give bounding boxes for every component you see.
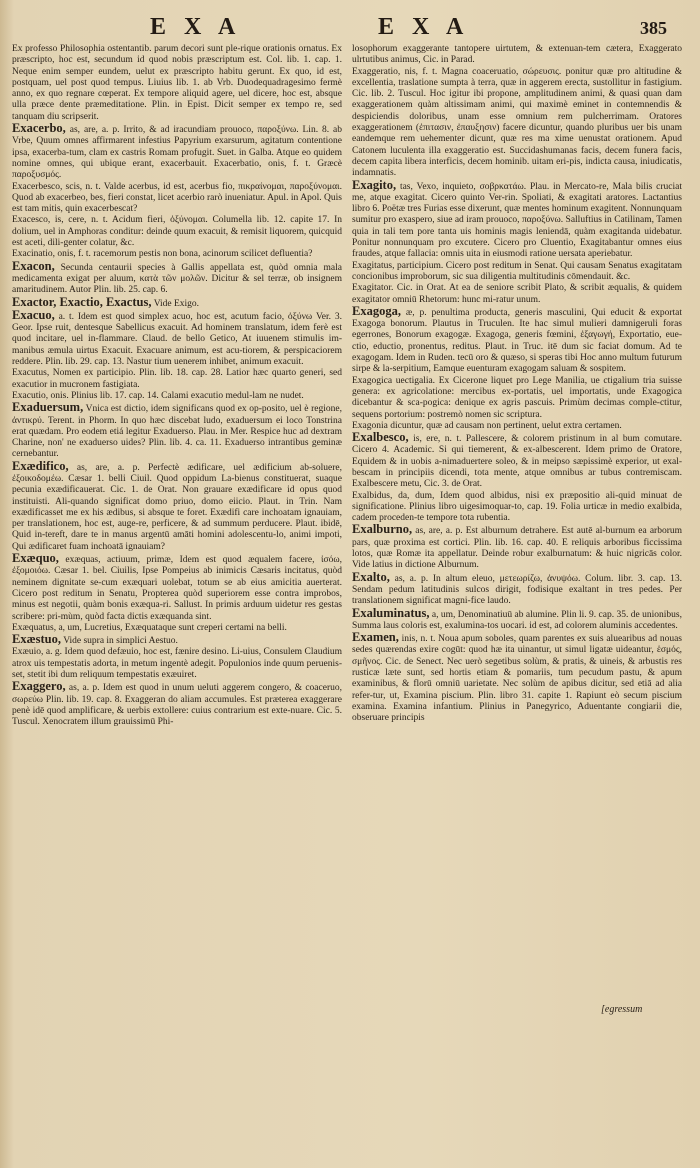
page-number: 385 <box>640 18 667 38</box>
entry-text: Exæquatus, a, um, Lucretius, Exæquataque sunt creperi certami na belli. <box>12 622 287 633</box>
entry-text: is, ere, n. t. Pallescere, & colorem pristinum in al bum comutare. Cicero 4. Academic. Si qui tiemerent, & ex-albescerent. Idem primo de Oratore, Equidem & in uobis a-nimaduertere soleo, & in meipso sæpissimè experior, ut exal-bescam in principiis dicendi, tota mente, atque omnibus ar tubus contremiscam. Exalbescere metu, Cic. 3. de Orat. <box>352 434 682 490</box>
dictionary-entry <box>352 67 682 180</box>
entry-text: Secunda centaurii species à Gallis appellata est, quòd omnia mala medicamenta exigat per aluum, κατὰ τῶν μολῶν. Dicitur & sel terræ, ob insignem amaritudinem. Autor Plin. lib. 25. cap. 6. <box>12 262 343 296</box>
entry-text: as, are, a. p. Est alburnum detrahere. Est autē al-burnum ea arborum pars, quæ proxima est cortici. Plin. lib. 16. cap. 40. E reliquis arboribus ficcissima lotos, quæ Romæ ita appellatur. Deinde robur exalburnatum: & huic nigricās color. Vide latius in dictione Alburnum. <box>352 526 683 571</box>
dictionary-entry <box>12 647 342 681</box>
dictionary-entry <box>352 432 682 490</box>
entry-headword: Exalbesco, <box>352 430 409 445</box>
dictionary-entry <box>12 44 342 123</box>
entry-text: exæquas, actiuum, primæ, Idem est quod æqualem facere, ἰσόω, ἐξομοιόω. Cæsar 1. bel. Ciuilis, Ipse Pompeius ab inimicis Cæsaris incitatus, quòd neminem dignitate se-cum exæquari uolebat, totum se ab eius amicitia auerterat. Cicero post reditum in Senatu, Propterea quòd superiorem esse contra improbos, minus est negotii, quàm bonis exæqua-ri. Sallust. In primis arduum uidetur res gestas scribere: pri-mùm, quòd facta dictis exæquanda sint. <box>12 555 343 622</box>
dictionary-entry <box>352 376 682 421</box>
dictionary-entry <box>352 632 682 724</box>
entry-headword: Exacuo, <box>12 307 55 322</box>
entry-headword: Exaggero, <box>12 679 66 694</box>
dictionary-entry <box>352 303 682 376</box>
entry-text: Exagonia dicuntur, quæ ad causam non pertinent, uelut extra certamen. <box>352 420 622 431</box>
entry-text: Vide supra in simplici Aestuo. <box>63 636 178 647</box>
dictionary-entry <box>12 634 342 647</box>
entry-text: a. t. Idem est quod simplex acuo, hoc est, acutum facio, ὀξύνω Ver. 3. Geor. Ipse ruit, dentesque Sabellicus exacuit. Ad hominem translatum, idem ferè est quod incitare, uel in-flammare. Claud. de bello Getico, At iuuenem stimulis im-manibus æmula uirtus Exacuit. Exacuare animum, est acu-tiorem, & perspicaciorem reddere. Plin. lib. 29. cap. 13. Nastur tium uenerem inhibet, animum exacuit. <box>12 311 343 368</box>
dictionary-entry <box>352 524 682 571</box>
dictionary-entry <box>12 123 342 181</box>
entry-text: Vnica est dictio, idem significans quod ex op-posito, uel è regione, ἀντικρύ. Terent. in Phorm. In quo hæc discebat ludo, exaduersum ei loco Tonstrina erat quædam. Pro eodem etiá legitur Exaduerso. Plau. in Mer. Respice huc ad dextram Charine, non' ne exaduerso uides? Plin. lib. 4. ca. 11. Exaduerso intrantibus geminæ cernebantur. <box>12 404 342 460</box>
entry-headword: Exagito, <box>352 177 397 192</box>
entry-headword: Exaduersum, <box>12 400 84 415</box>
entry-text: Exagogica uectigalia. Ex Cicerone liquet pro Lege Manilia, ue ctigalium tria suisse genera: ex agricolatione: mercibus ex-portatis, uel importatis, unde Exagogica dicebantur & sca-pogica: denique ex agris pascuis. Primùm decimas comple-ctitur, sequens portorium: postremò nomen sic scriptura. <box>352 375 682 420</box>
dictionary-entry <box>12 307 343 368</box>
entry-text: losophorum exaggerante tantopere uirtutem, & extenuan-tem cætera, Exaggerato ulrtutibus animus, Cic. in Parad. <box>352 44 682 66</box>
dictionary-entry <box>352 44 682 67</box>
entry-text: inis, n. t. Noua apum soboles, quam parentes ex suis aluearibus ad nouas sedes quærendas exire cogūt: quod hæ ita uinantur, ut simul ligatæ uideantur, ἑσμός, σμῆνος. Cic. de Senect. Nec uerò segetibus solùm, & pratis, & uineis, & arbustis res rusticæ læte sunt, sed hortis etiam & pomariis, tum pecudum pastu, & apum examinibus, & florū omniū uarietate. Nec solùm de apibus dicitur, sed etiā ad alia refer-tur, ut, Examina piscium. Plin. libro 31. capite 1. Rapiunt eò secum piscium examina. Examina infantium. Plinius in Panegyrico, Aduentante congiarii die, obseruare principis <box>352 634 682 724</box>
entry-headword: Exalburno, <box>352 522 413 537</box>
dictionary-entry <box>12 294 342 310</box>
entry-text: Exagitator. Cic. in Orat. At ea de seniore scribit Plato, & scribit æqualis, & quidem exagitator omniū Rhetorum: hunc mi-ratur unum. <box>352 283 682 305</box>
entry-text: as, are, a. p. Perfectè ædificare, uel ædificium ab-soluere, ἐξοικοδομέω. Cæsar 1. belli Ciuil. Quod oppidum La-bienus constituerat, suaque pecunia exædificauerat. Cic. 1. de Orat. Non grauare exædificare id opus quod instituisti. Ali-quando significat domo priuo, domo eiicio. Plaut. in Trin. Nam exædificasset me ex his ædibus, si absque te foret. Exædifi care inchoatam ignauiam, per translationem, hoc est, auge-re, perficere, & ad summum perducere. Plaut. ibidē, Quid in-tereft, dare te in manus argentū amāti homini adolescentu-lo, animi impoti, Qui ædificaret fuam inchoatā ignauiam? <box>12 462 342 552</box>
dictionary-entry <box>12 215 342 249</box>
entry-text: Exæuio, a. g. Idem quod defæuio, hoc est, fænire desino. Li-uius, Consulem Claudium atrox uis tempestatis adorta, in metum ingentè adegit. Populonios inde quum peruenis-set, stetit ibi dum reliquum tempestatis exæuiret. <box>12 647 342 681</box>
entry-headword: Exædifico, <box>12 458 69 473</box>
dictionary-entry <box>12 182 342 216</box>
entry-headword: Exactor, Exactio, Exactus, <box>12 294 152 309</box>
entry-text: Exalbidus, da, dum, Idem quod albidus, nisi ex præpositio ali-quid minuat de significatione. Plinius libro uigesimoquar-to, cap. 19. Folia urticæ in medio exalbida, cadem proceden-te tempore tota rubentia. <box>352 490 682 524</box>
dictionary-entry <box>12 553 342 623</box>
dictionary-entry <box>352 491 682 525</box>
running-head-left: E X A <box>150 14 242 40</box>
dictionary-entry <box>12 458 342 553</box>
entry-headword: Exacerbo, <box>12 121 66 136</box>
dictionary-entry <box>352 283 682 306</box>
entry-text: tas, Vexo, inquieto, σοβρκατάω. Plau. in Mercato-re, Mala bilis cruciat me, atque exagitat. Cicero quinto Ver-rin. Spoliati, & exagitati aratores. Lactantius libro 6. Poëtæ tres Furias esse dixerunt, quæ mentes hominum exagitent. Nonnunquam sumitur pro exaspero, siue ad iram prouoco, παροξύνω. Salluftius in Catilinam, Tamen quia in tali tem pore tanta uis hominis magis leniendā, quàm exagitanda uidebatur. Ponitur nonnunquam pro excutere. Cicero pro Cluentio, Exagitabantur omnes eius fraudes, atque fallacia: omnis uita in eiusmodi ratione uersata aperiebatur. <box>352 181 682 260</box>
entry-headword: Exalto, <box>352 569 390 584</box>
entry-headword: Exacon, <box>12 258 55 273</box>
dictionary-entry <box>12 368 342 391</box>
dictionary-entry <box>12 681 342 728</box>
entry-text: æ, p. penultima producta, generis masculini, Qui educit & exportat Exagoga bonorum. Plautus in Truculen. Ite hac simul mulieri damnigeruli foras egerrones, Bonorum exagogæ. Exagoga, generis fœmini, ἐξαγωγή, Exportatio, eue-ctio, eductio, pronentus, reditus. Plaut. in Truc. itē dum sic faciat domum. Ad te exagogam. Idem in Ruden. tecū oro & quæso, si speras tibi Hoc anno multum futurum sirpe & la-serpitium, Eamque euenturam exagogam saluam & sospitem. <box>352 307 682 375</box>
dictionary-entry <box>352 261 682 284</box>
entry-text: Exacutio, onis. Plinius lib. 17. cap. 14. Calami exacutio medul-lam ne nudet. <box>12 390 304 401</box>
entry-text: Exacutus, Nomen ex participio. Plin. lib. 18. cap. 28. Latior hæc quarto generi, sed exacutior in mucronem fastigiata. <box>12 368 342 390</box>
entry-text: a, um, Denominatiuū ab alumine. Plin li. 9. cap. 35. de unionibus, Summa laus coloris est, exalumina-tos uocari. id est, ad colorem aluminis accedentes. <box>352 609 682 631</box>
entry-text: Exacinatio, onis, f. t. racemorum pestis non bona, acinorum scilicet defluentia? <box>12 249 313 260</box>
entry-headword: Exæstuo, <box>12 632 61 647</box>
dictionary-entry <box>12 249 342 260</box>
entry-text: as, a. p. In altum eleuo, μετεωρίζω, ἀνυψόω. Colum. libr. 3. cap. 13. Sendam pedum latitudinis sulcos dirigit, fodisique exaltant in tres pedes. Per translationem significat magni-fice laudo. <box>352 573 682 607</box>
dictionary-entry <box>12 402 342 460</box>
entry-text: Vide Exigo. <box>153 298 200 309</box>
entry-text: Exaggeratio, nis, f. t. Magna coaceruatio, σώρευσις. ponitur quæ pro altitudine & excellentia, traslatione sumpta à terra, quæ in aggerem erecta, sustollitur in fastigium. Cic. lib. 2. Tuscul. Hoc igitur ibi propone, amplitudinem animi, & quasi quan dam exaggerationem quàm altissimam animi, qui maximè eminet in contemnendis & despiciendis doloribus, unam esse omnium rem pulcherrimam. Oratores exaggerationem (ἐπιτασιν, ἐπαυξησιν) facere dicuntur, quando pluribus uer bis unam eandemque rem uehementer dicunt, quæ res ma xime uenustat orationem. Apud Catonem luculenta illa exaggeratio est. Succidashumanas facis, decem funera facis, decem capita libera interficis, decem hominib. uitam eri-pis, indicta causa, iniudicatis, indamnatis. <box>352 66 682 179</box>
dictionary-entry <box>12 623 342 634</box>
dictionary-entry <box>12 258 343 297</box>
entry-text: Exacesco, is, cere, n. t. Acidum fieri, ὀξύνομαι. Columella lib. 12. capite 17. In dolium, uel in Amphoras conditur: deinde quum exacuit, & remisit liquorem, quicquid est aceti, dili-genter colatur, &c. <box>12 215 342 249</box>
entry-headword: Examen, <box>352 630 399 645</box>
catchword: [egressum <box>601 1004 643 1015</box>
entry-headword: Exagoga, <box>352 303 401 318</box>
entry-headword: Exaluminatus, <box>352 605 430 620</box>
dictionary-entry <box>352 605 682 633</box>
entry-headword: Exæquo, <box>12 551 59 566</box>
entry-text: Ex professo Philosophia ostentantib. parum decori sunt ple-rique orationis ornatus. Ex præscripto, hoc est, secundum id quod nobis præscriptum est. Col. lib. 1. cap. 1. Neque enim semper eundem, uelut ex præscripto habitu gerunt. Ex quo, id est, postquam, uel post quod tempus. Liuius lib. 1. ab Vrb. Duodequadragesimo fermè anno, ex quo regnare cœperat. Ex tempore aliquid agere, uel dicere, hoc est, absque ulla præce dente præmeditatione. Plin. in Epist. Dicit semper ex tempo re, sed tanquam diu scripserit. <box>12 44 342 122</box>
entry-text: as, are, a. p. Irrito, & ad iracundiam prouoco, παροξύνω. Lin. 8. ab Vrbe, Quum omnes affirmarent infestius Papyrium exarsurum, agitatum contentione ipsa, exacerba-tum, clam ex castris Romam profugit. Suet. in Galba. Atque eo quidem nomine omnes, qui ubique erant, exacerbauit. Exacerbatio, onis, f. t. Græcè παροξυσμός. <box>12 125 343 181</box>
right-text-column <box>352 44 682 725</box>
entry-text: Exacerbesco, scis, n. t. Valde acerbus, id est, acerbus fio, πικραίνομαι, παροξύνομαι. Quod ab exacerbeo, bes, fieri constat, licet acerbio rarò inueniatur. Apul. in Apol. Quis est tam mitis, quin exacerbescat? <box>12 181 342 215</box>
entry-text: Exagitatus, participium. Cicero post reditum in Senat. Qui causam Senatus exagitatam concionibus improborum, sic sua diligentia multitudinis cōmendauit. &c. <box>352 260 682 282</box>
left-text-column <box>12 44 342 729</box>
entry-text: as, a. p. Idem est quod in unum ueluti aggerem congero, & coaceruo, σωρεύω Plin. lib. 19. cap. 8. Exaggeran do aliam accumules. Est præterea exaggerare penè idē quod amplificare, & uerbis extollere: cuius contrarium est exte-nuare. Cic. 5. Tuscul. Xenocratem illum grauissimū Phi- <box>12 683 343 728</box>
dictionary-entry <box>352 177 682 261</box>
dictionary-entry <box>352 569 682 608</box>
running-head-right: E X A <box>378 14 470 40</box>
